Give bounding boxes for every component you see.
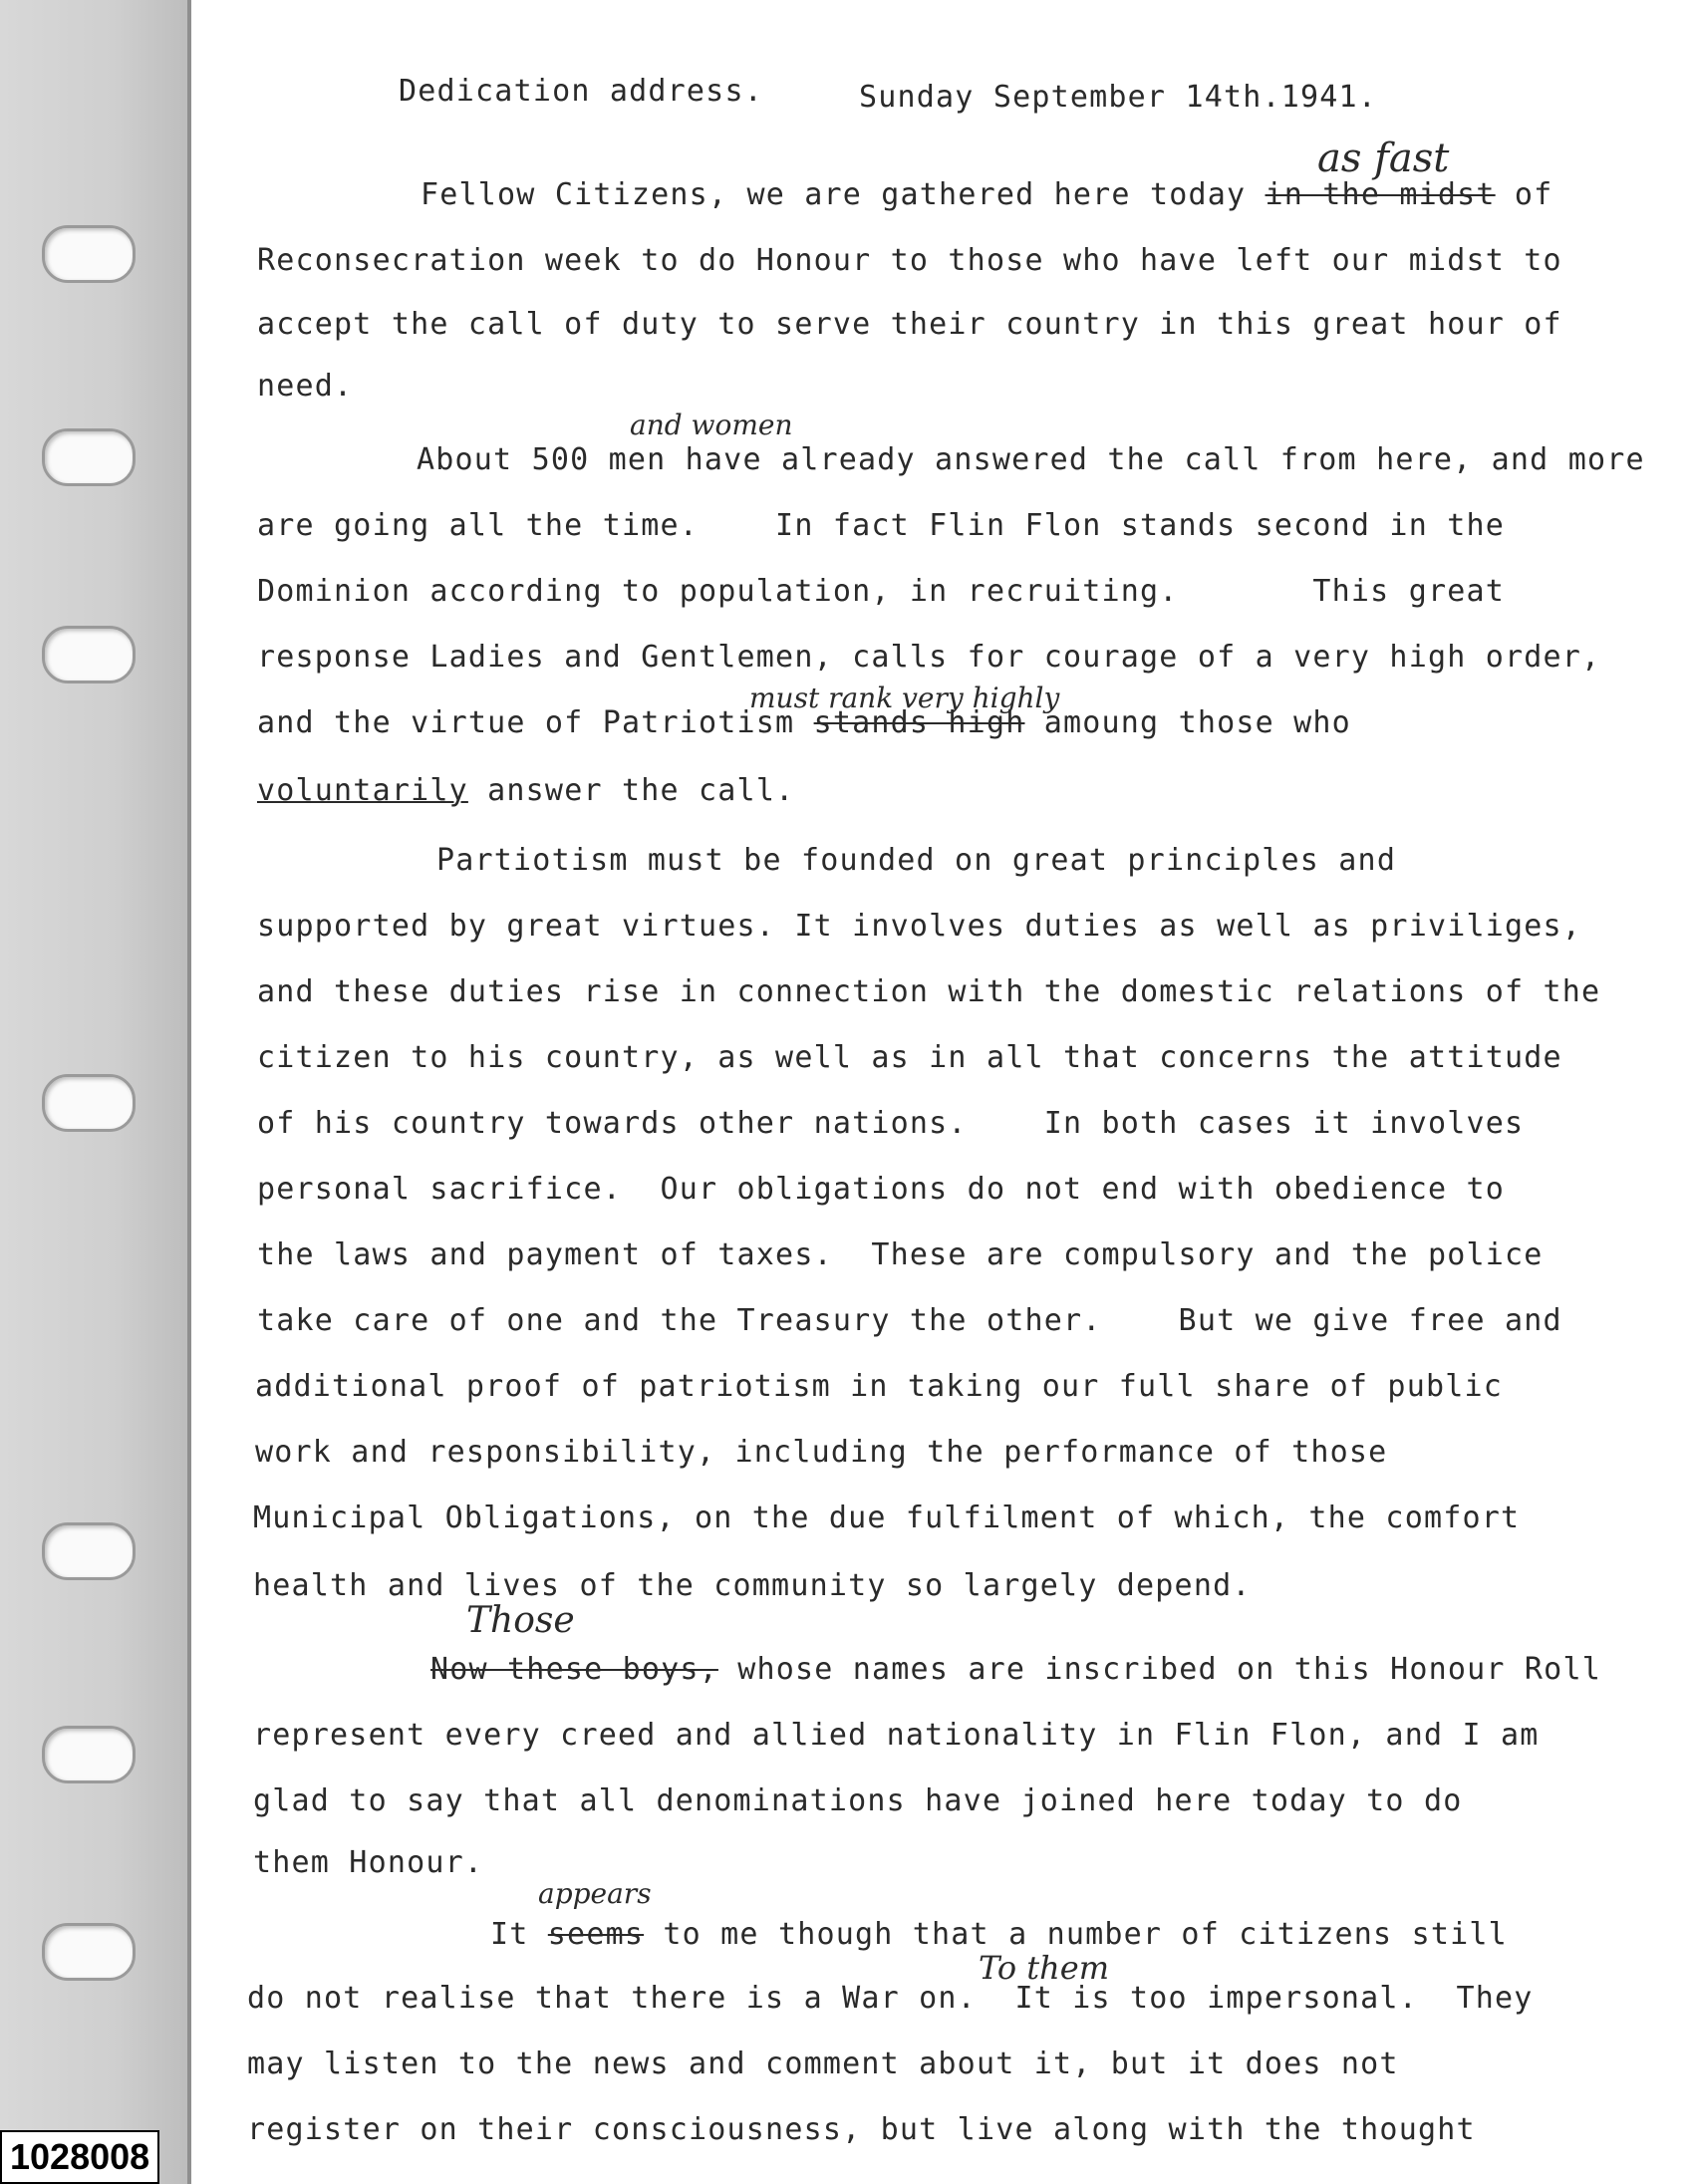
text-run: to me though that a number of citizens still xyxy=(644,1917,1508,1952)
struck-text: stands high xyxy=(813,705,1025,740)
para3-line5: of his country towards other nations. In both cases it involves xyxy=(257,1106,1525,1141)
para1-line4: need. xyxy=(257,369,354,404)
para3-line3: and these duties rise in connection with the domestic relations of the xyxy=(257,974,1601,1009)
struck-text: seems xyxy=(547,1917,645,1952)
annotation-those: Those xyxy=(466,1600,575,1641)
para3-line10: work and responsibility, including the performance of those xyxy=(255,1435,1388,1470)
annotation-must-rank: must rank very highly xyxy=(749,682,1060,714)
para1-line3: accept the call of duty to serve their country in this great hour of xyxy=(257,307,1562,342)
document-id-label: 1028008 xyxy=(0,2130,159,2184)
struck-text: in the midst xyxy=(1265,177,1496,212)
para4-line2: represent every creed and allied nationality in Flin Flon, and I am xyxy=(253,1718,1540,1753)
text-run: It xyxy=(490,1917,548,1952)
document-page xyxy=(191,0,1690,2184)
para2-line6 xyxy=(257,773,794,808)
annotation-appears: appears xyxy=(538,1877,652,1910)
para3-line1: Partiotism must be founded on great principles and xyxy=(436,843,1397,878)
document-date: Sunday September 14th.1941. xyxy=(859,80,1378,115)
para4-line4: them Honour. xyxy=(253,1845,484,1880)
para3-line12: health and lives of the community so largely depend. xyxy=(253,1568,1252,1603)
text-run: of xyxy=(1495,177,1553,212)
struck-text: Now these boys, xyxy=(430,1652,718,1687)
text-run: answer the call. xyxy=(467,773,795,808)
punch-hole xyxy=(42,428,136,486)
para2-line3: Dominion according to population, in recruiting. This great xyxy=(257,574,1505,609)
para5-line2: do not realise that there is a War on. It is too impersonal. They xyxy=(247,1981,1534,2016)
binder-strip xyxy=(0,0,189,2184)
para1-line2: Reconsecration week to do Honour to those who have left our midst to xyxy=(257,243,1562,278)
para2-line4: response Ladies and Gentlemen, calls for courage of a very high order, xyxy=(257,640,1601,675)
punch-hole xyxy=(42,626,136,683)
para2-line1: About 500 men have already answered the call from here, and more xyxy=(417,442,1645,477)
annotation-and-women: and women xyxy=(630,409,793,441)
underlined-text: voluntarily xyxy=(257,773,468,808)
para2-line5 xyxy=(257,705,1351,740)
para3-line6: personal sacrifice. Our obligations do not end with obedience to xyxy=(257,1172,1505,1207)
text-run: amoung those who xyxy=(1024,705,1351,740)
para5-line1 xyxy=(490,1917,1508,1952)
punch-hole xyxy=(42,1074,136,1132)
annotation-as-fast: as fast xyxy=(1317,136,1450,181)
text-run: and the virtue of Patriotism xyxy=(257,705,814,740)
document-title: Dedication address. xyxy=(399,74,763,109)
para2-line2: are going all the time. In fact Flin Flon stands second in the xyxy=(257,508,1505,543)
para3-line4: citizen to his country, as well as in all that concerns the attitude xyxy=(257,1040,1562,1075)
para3-line7: the laws and payment of taxes. These are compulsory and the police xyxy=(257,1237,1544,1272)
para5-line4: register on their consciousness, but live along with the thought xyxy=(247,2112,1476,2147)
text-run: Fellow Citizens, we are gathered here today xyxy=(421,177,1266,212)
para5-line3: may listen to the news and comment about it, but it does not xyxy=(247,2047,1399,2081)
para3-line2: supported by great virtues. It involves duties as well as priviliges, xyxy=(257,909,1582,944)
para3-line11: Municipal Obligations, on the due fulfilment of which, the comfort xyxy=(253,1501,1521,1535)
text-run: whose names are inscribed on this Honour Roll xyxy=(717,1652,1601,1687)
para1-line1 xyxy=(421,177,1552,212)
para3-line8: take care of one and the Treasury the other. But we give free and xyxy=(257,1303,1562,1338)
para4-line3: glad to say that all denominations have joined here today to do xyxy=(253,1783,1463,1818)
punch-hole xyxy=(42,225,136,283)
punch-hole xyxy=(42,1522,136,1580)
annotation-to-them: To them xyxy=(979,1949,1110,1987)
para4-line1 xyxy=(430,1652,1601,1687)
punch-hole xyxy=(42,1726,136,1783)
para3-line9: additional proof of patriotism in taking our full share of public xyxy=(255,1369,1503,1404)
punch-hole xyxy=(42,1923,136,1981)
